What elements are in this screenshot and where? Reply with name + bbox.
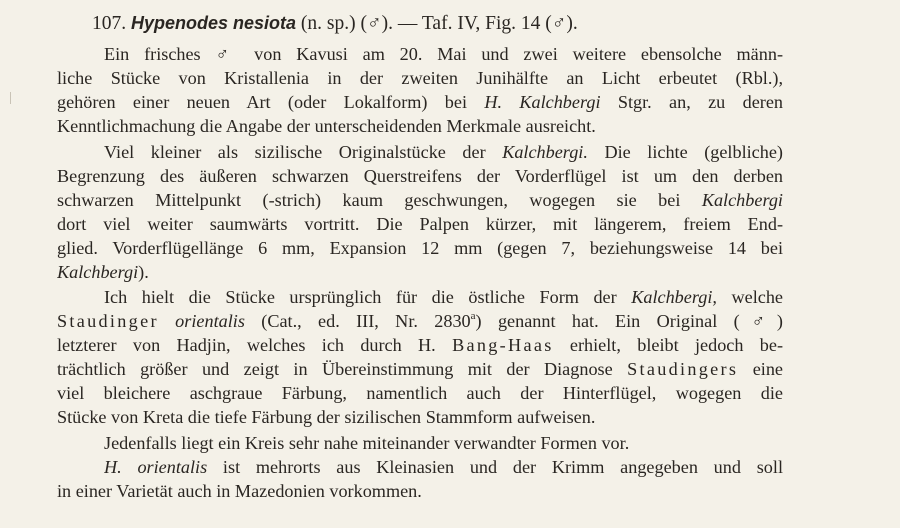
text-line: letzterer von Hadjin, welches ich durch H. Bang-Haas erhielt, bleibt jedoch be- — [57, 335, 783, 355]
text-line: in einer Varietät auch in Mazedonien vorkommen. — [57, 481, 422, 501]
text-line: Stücke von Kreta die tiefe Färbung der sizilischen Stammform aufweisen. — [57, 407, 596, 427]
species-name: Hypenodes nesiota — [131, 13, 297, 33]
entry-number: 107. — [92, 13, 127, 34]
text-line: schwarzen Mittelpunkt (-strich) kaum geschwungen, wogegen sie bei Kalchbergi — [57, 190, 783, 210]
text-line: Viel kleiner als sizilische Originalstücke der Kalchbergi. Die lichte (gelbliche) — [104, 142, 783, 162]
text-line: liche Stücke von Kristallenia in der zweiten Junihälfte an Licht erbeutet (Rbl.), — [57, 68, 783, 88]
text-line: H. orientalis ist mehrorts aus Kleinasien und der Krimm angegeben und soll — [104, 457, 783, 477]
text-line: viel bleichere aschgraue Färbung, namentlich auch der Hinterflügel, wogegen die — [57, 383, 783, 403]
entry-heading — [92, 10, 578, 37]
text-line: Jedenfalls liegt ein Kreis sehr nahe miteinander verwandter Formen vor. — [104, 433, 630, 453]
margin-mark — [10, 92, 11, 104]
text-line: gehören einer neuen Art (oder Lokalform) bei H. Kalchbergi Stgr. an, zu deren — [57, 92, 783, 112]
text-line: dort viel weiter saumwärts vortritt. Die Palpen kürzer, mit längerem, freiem End- — [57, 214, 783, 234]
heading-details: (n. sp.) (♂). — Taf. IV, Fig. 14 (♂). — [300, 13, 578, 34]
text-line: trächtlich größer und zeigt in Übereinstimmung mit der Diagnose Staudingers eine — [57, 359, 783, 379]
text-line: Staudinger orientalis (Cat., ed. III, Nr. 2830$^a$) genannt hat. Ein Original (♂) — [57, 310, 783, 331]
text-line: Ein frisches ♂ von Kavusi am 20. Mai und zwei weitere ebensolche männ- — [104, 44, 783, 64]
text-line: Ich hielt die Stücke ursprünglich für die östliche Form der Kalchbergi, welche — [104, 287, 783, 307]
text-line: Kenntlichmachung die Angabe der unterscheidenden Merkmale ausreicht. — [57, 116, 596, 136]
text-line: glied. Vorderflügellänge 6 mm, Expansion 12 mm (gegen 7, beziehungsweise 14 bei — [57, 238, 783, 258]
text-line: Begrenzung des äußeren schwarzen Querstreifens der Vorderflügel ist um den derben — [57, 166, 783, 186]
text-line: Kalchbergi). — [57, 262, 149, 282]
